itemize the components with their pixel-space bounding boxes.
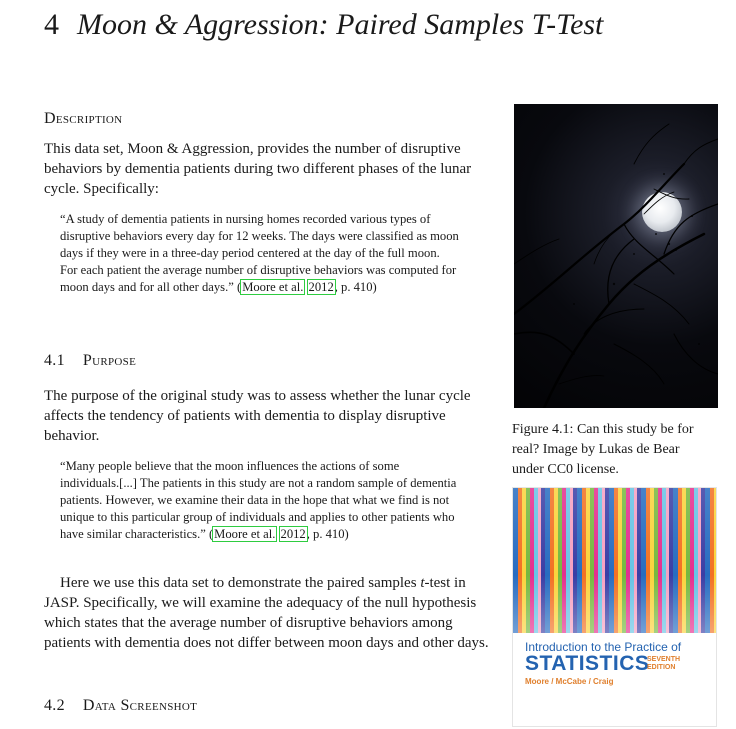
purpose-heading [44,352,136,370]
purpose-paragraph-rest: -test in JASP. Specifically, we will examine the adequacy of the null hypothesis which states that the average number of disruptive behaviors among patients with dementia does not differ between moon days and other days. [44,575,489,651]
description-quote: “A study of dementia patients in nursing homes recorded various types of disruptive behaviors every day for 12 weeks. The days were classified as moon days if they were in a three-day period centered at the day of the full moon. For each patient the average number of disruptive behaviors was computed for moon days and for all other days.” (Moore et al. 2012, p. 410) [60,212,459,294]
book-authors: Moore / McCabe / Craig [525,677,614,686]
purpose-paragraph-italic: t [420,575,425,591]
book-intro: Introduction to the Practice of [525,640,682,654]
citation-page-2: , p. 410) [306,527,349,541]
purpose-paragraph-prefix: Here we use this data set to demonstrate the paired samples [60,575,421,591]
chapter-number: 4 [44,8,59,41]
citation-link-year[interactable]: 2012 [308,280,334,294]
data-screenshot-heading [44,697,197,715]
description-heading-text: Description [44,110,123,127]
purpose-number: 4.1 [44,352,65,369]
citation-link-year-2[interactable]: 2012 [280,527,306,541]
purpose-quote: “Many people believe that the moon influences the actions of some individuals.[...] The patients in this study are not a random sample of dementia patients. However, we examine their data in the hope that what we find is not unique to this particular group of individuals and applies to other patients who have similar characteristics.” (Moore et al. 2012, p. 410) [60,459,457,541]
description-intro: This data set, Moon & Aggression, provides the number of disruptive behaviors by dementia patients during two different phases of the lunar cycle. Specifically: [44,141,472,197]
tree-branches [514,104,718,408]
chapter-title [44,8,603,42]
data-screenshot-number: 4.2 [44,697,65,714]
book-cover [512,487,717,727]
moon-photo [514,104,718,408]
purpose-quote-text: “Many people believe that the moon influences the actions of some individuals.[...] The patients in this study are not a random sample of dementia patients. However, we examine their data in the hope that what we find is not unique to this particular group of individuals and applies to other patients who have similar characteristics.” [60,459,457,541]
book-edition: SEVENTH EDITION [647,656,681,671]
description-quote-text: “A study of dementia patients in nursing homes recorded various types of disruptive behaviors every day for 12 weeks. The days were classified as moon days if they were in a three-day period centered at the day of the full moon. For each patient the average number of disruptive behaviors was computed for moon days and for all other days.” [60,212,459,294]
figure-caption: Figure 4.1: Can this study be for real? Image by Lukas de Bear under CC0 license. [512,422,694,477]
purpose-paragraph [44,573,496,653]
citation-link-moore-2[interactable]: Moore et al. [214,527,276,541]
book-title: STATISTICS [525,652,650,675]
book-cover-stripes [513,488,716,633]
data-screenshot-heading-text: Data Screenshot [82,697,198,714]
citation-link-moore[interactable]: Moore et al. [242,280,304,294]
citation-page: , p. 410) [334,280,377,294]
purpose-heading-text: Purpose [82,352,137,369]
purpose-intro: The purpose of the original study was to assess whether the lunar cycle affects the tendency of patients with dementia to display disruptive behavior. [44,388,471,444]
description-heading [44,110,122,128]
chapter-title-text: Moon & Aggression: Paired Samples T-Test [77,8,604,41]
